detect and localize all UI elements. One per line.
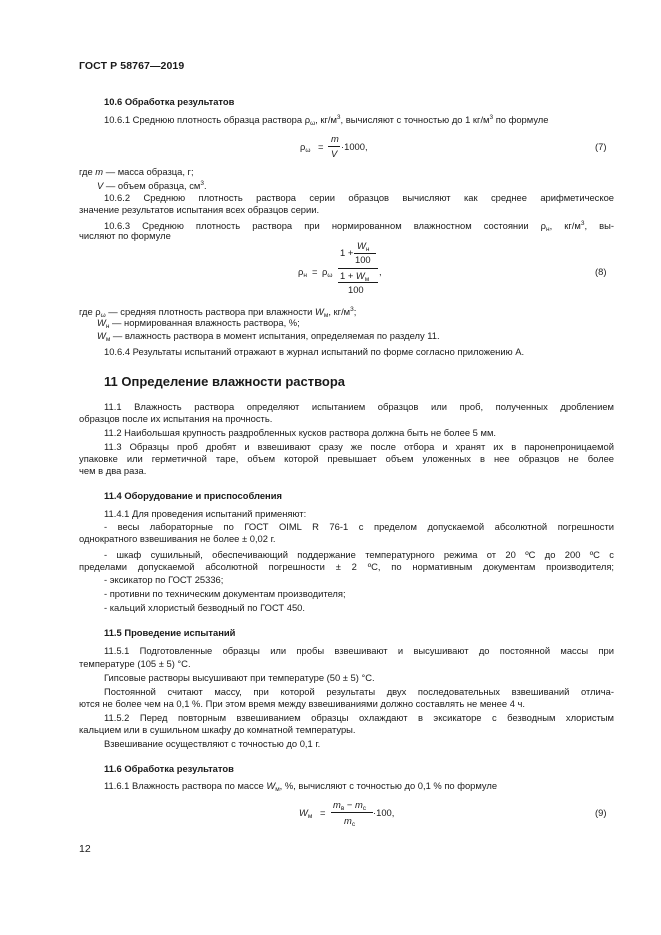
equation-number-9: (9) [595,807,607,818]
list-item-calcium-chloride: - кальций хлористый безводный по ГОСТ 450. [104,602,305,613]
paragraph-10-6-2-line1: 10.6.2 Среднюю плотность раствора серии образцов вычисляют как среднее арифметическое [104,192,614,203]
document-header: ГОСТ Р 58767—2019 [79,60,185,72]
paragraph-11-4-1: 11.4.1 Для проведения испытаний применяют: [104,508,307,519]
page-number: 12 [79,843,91,855]
paragraph-11-1-line2: образцов после их испытания на прочность. [79,413,273,424]
document-page: ГОСТ Р 58767—2019 10.6 Обработка результатов 10.6.1 Среднюю плотность образца раствора $\rho_\omega$, $кг/м^3$, вычисляют с точностью до 1 $кг/м^3$ по формуле $\rho_\omega$ = m V ·1000, (7) где m — масса образца, г; V — объем образца, $см^3$. 10.6.2 Среднюю плотность раствора серии образцов вычисляют как среднее арифметическое значение результатов испытания всех образцов серии. 10.6.3 Среднюю плотность раствора при нормированном влажностном состоянии $\rho_н$, $кг/м^3$, вы- числяют по формуле $\rho_н$ = $\rho_\omega$ 1 + $W_н$ 100 $1 + W_м$ 100 , (8) где $\rho_\omega$ — средняя плотность раствора при влажности $W_м$, $кг/м^3$; $W_н$ — нормированная влажность раствора, %; $W_м$ — влажность раствора в момент испытания, определяемая по разделу 11. 10.6.4 Результаты испытаний отражают в журнал испытаний по форме согласно приложению А. 11 Определение влажности раствора 11.1 Влажность раствора определяют испытанием образцов или проб, полученных дроблением образцов после их испытания на прочность. 11.2 Наибольшая крупность раздробленных кусков раствора должна быть не более 5 мм. 11.3 Образцы проб дробят и взвешивают сразу же после отбора и хранят их в паронепроницаемой упаковке или герметичной таре, объем которой превышает объем уложенных в нее образцов не более чем в два раза. 11.4 Оборудование и приспособления 11.4.1 Для проведения испытаний применяют: - весы лабораторные по ГОСТ OIML R 76-1 с пределом допускаемой абсолютной погрешности однократного взвешивания не более ± 0,02 г. - шкаф сушильный, обеспечивающий поддержание температурного режима от 20 ºС до 200 ºС с пределами допускаемой абсолютной погрешности ± 2 ºС, по нормативным документам производителя; - эксикатор по ГОСТ 25336; - противни по техническим документам производителя; - кальций хлористый безводный по ГОСТ 450. 11.5 Проведение испытаний 11.5.1 Подготовленные образцы или пробы взвешивают и высушивают до постоянной массы при температуре (105 ± 5) °С. Гипсовые растворы высушивают при температуре (50 ± 5) °С. Постоянной считают массу, при которой результаты двух последовательных взвешиваний отлича- ются не более чем на 0,1 %. При этом время между взвешиваниями должно составлять не менее 4 ч. 11.5.2 Перед повторным взвешиванием образцы охлаждают в эксикаторе с безводным хлористым кальцием или в сушильном шкафу до комнатной температуры. Взвешивание осуществляют с точностью до 0,1 г. 11.6 Обработка результатов 11.6.1 Влажность раствора по массе $W_м$, %, вычисляют с точностью до 0,1 % по формуле $W_м$ = $m_в - m_с$ $m_с$ ·100, (9) 12 [79,60,614,855]
where-v: V — объем образца, $см^3$. [97,180,207,191]
list-item-scales-line1: - весы лабораторные по ГОСТ OIML R 76-1 с пределом допускаемой абсолютной погрешности [104,521,614,532]
paragraph-11-5-1-line2: температуре (105 ± 5) °С. [79,658,191,669]
section-heading-11-5: 11.5 Проведение испытаний [104,627,236,638]
paragraph-11-1-line1: 11.1 Влажность раствора определяют испытанием образцов или проб, полученных дроблением [104,401,614,412]
equation-number-7: (7) [595,141,607,152]
paragraph-10-6-2-line2: значение результатов испытания всех образцов серии. [79,204,320,215]
paragraph-11-5-1-line1: 11.5.1 Подготовленные образцы или пробы взвешивают и высушивают до постоянной массы при [104,645,614,656]
paragraph-10-6-1: 10.6.1 Среднюю плотность образца раствора $\rho_\omega$, $кг/м^3$, вычисляют с точностью до 1 $кг/м^3$ по формуле [104,114,549,127]
paragraph-weighing-precision: Взвешивание осуществляют с точностью до 0,1 г. [104,738,321,749]
list-item-desiccator: - эксикатор по ГОСТ 25336; [104,574,224,585]
paragraph-gypsum: Гипсовые растворы высушивают при температуре (50 ± 5) °С. [104,672,375,683]
list-item-trays: - противни по техническим документам производителя; [104,588,346,599]
paragraph-11-3-line2: упаковке или герметичной таре, объем которой превышает объем уложенных в нее образцов не более [79,453,614,464]
paragraph-10-6-4: 10.6.4 Результаты испытаний отражают в журнал испытаний по форме согласно приложению А. [104,346,525,357]
section-title-11: 11 Определение влажности раствора [104,374,346,389]
list-item-scales-line2: однократного взвешивания не более ± 0,02 г. [79,533,276,544]
paragraph-10-6-3-line2: числяют по формуле [79,230,171,241]
paragraph-constant-mass-line1: Постоянной считают массу, при которой результаты двух последовательных взвешиваний отлича- [104,686,614,697]
list-item-oven-line1: - шкаф сушильный, обеспечивающий поддержание температурного режима от 20 ºС до 200 ºС с [104,549,614,560]
where-rho: где $\rho_\omega$ — средняя плотность раствора при влажности $W_м$, $кг/м^3$; [79,306,357,319]
paragraph-11-3-line3: чем в два раза. [79,465,147,476]
equation-number-8: (8) [595,266,607,277]
paragraph-10-6-3-line1: 10.6.3 Среднюю плотность раствора при нормированном влажностном состоянии $\rho_н$, $кг/м^3$, вы- [104,220,614,233]
paragraph-11-6-1: 11.6.1 Влажность раствора по массе $W_м$, %, вычисляют с точностью до 0,1 % по формуле [104,780,498,793]
list-item-oven-line2: пределами допускаемой абсолютной погрешности ± 2 ºС, по нормативным документам производителя; [79,561,614,572]
where-wn: $W_н$ — нормированная влажность раствора, %; [97,317,300,330]
paragraph-11-5-2-line2: кальцием или в сушильном шкафу до комнатной температуры. [79,724,356,735]
where-m: где m — масса образца, г; [79,166,194,177]
paragraph-constant-mass-line2: ются не более чем на 0,1 %. При этом время между взвешиваниями должно составлять не менее 4 ч. [79,698,525,709]
paragraph-11-3-line1: 11.3 Образцы проб дробят и взвешивают сразу же после отбора и хранят их в паронепроницаемой [104,441,614,452]
where-wm: $W_м$ — влажность раствора в момент испытания, определяемая по разделу 11. [97,330,440,343]
section-heading-10-6: 10.6 Обработка результатов [104,96,235,107]
paragraph-11-5-2-line1: 11.5.2 Перед повторным взвешиванием образцы охлаждают в эксикаторе с безводным хлористым [104,712,614,723]
section-heading-11-4: 11.4 Оборудование и приспособления [104,490,282,501]
section-heading-11-6: 11.6 Обработка результатов [104,763,234,774]
paragraph-11-2: 11.2 Наибольшая крупность раздробленных кусков раствора должна быть не более 5 мм. [104,427,496,438]
